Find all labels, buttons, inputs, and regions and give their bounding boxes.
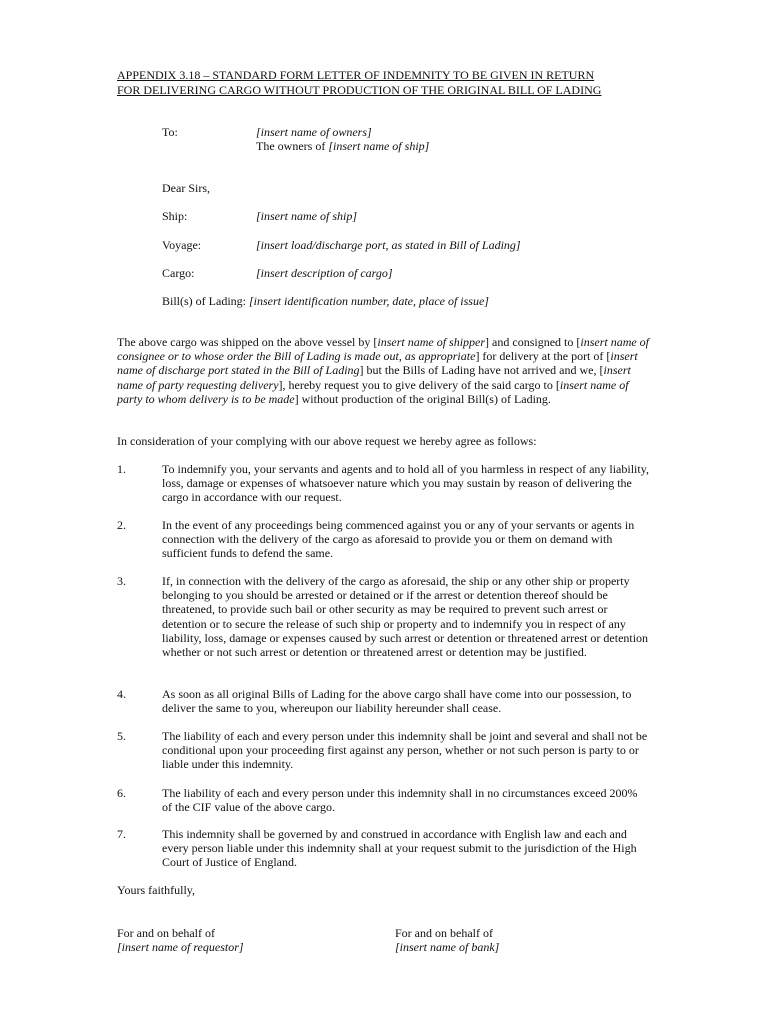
item-text: If, in connection with the delivery of the cargo as aforesaid, the ship or any other ship or property belonging to you should be arrested or detained or if the arrest or detention thereof should be threatened, to provide such bail or other security as may be required to prevent such arrest or detention or to secure the release of such ship or property and to indemnify you in respect of any liability, loss, damage or expenses caused by such arrest or detention or threatened arrest or detention whether or not such arrest or detention or threatened arrest or detention may be justified. <box>162 574 649 660</box>
to-value <box>256 125 429 153</box>
owners-of-prefix: The owners of <box>256 139 329 154</box>
bank-signature-block <box>395 926 499 954</box>
bills-label: Bill(s) of Lading: <box>162 294 249 308</box>
item-text: In the event of any proceedings being commenced against you or any of your servants or agents in connection with the delivery of the cargo as aforesaid to provide you or them on demand with sufficient funds to defend the same. <box>162 518 635 561</box>
item-number: 4. <box>117 687 126 701</box>
intro-text-2: ] and consigned to [ <box>485 335 581 349</box>
signature-line-1: For and on behalf of <box>117 926 215 940</box>
item-number: 7. <box>117 827 126 841</box>
item-number: 5. <box>117 729 126 743</box>
consideration-paragraph: In consideration of your complying with our above request we hereby agree as follows: <box>117 434 537 448</box>
intro-text-3: ] for delivery at the port of [ <box>475 349 611 364</box>
bills-row <box>162 294 489 308</box>
voyage-label: Voyage: <box>162 238 202 252</box>
item-text: The liability of each and every person under this indemnity shall in no circumstances exceed 200% of the CIF value of the above cargo. <box>162 786 638 815</box>
voyage-field: [insert load/discharge port, as stated in Bill of Lading] <box>256 238 521 252</box>
closing: Yours faithfully, <box>117 883 196 897</box>
requestor-field: [insert name of requestor] <box>117 940 244 955</box>
item-text: The liability of each and every person under this indemnity shall be joint and several and shall not be conditional upon your proceeding first against any person, whether or not such person is party to or liable under this indemnity. <box>162 729 648 772</box>
requesting-party-field: insert name of party requesting delivery <box>117 363 631 392</box>
ship-field: [insert name of ship] <box>256 209 358 223</box>
item-text: As soon as all original Bills of Lading for the above cargo shall have come into our possession, to deliver the same to you, whereupon our liability hereunder shall cease. <box>162 687 632 716</box>
intro-text-5: ], hereby request you to give delivery of the said cargo to [ <box>278 377 560 392</box>
shipper-field: insert name of shipper <box>377 335 486 349</box>
cargo-field: [insert description of cargo] <box>256 266 393 280</box>
item-text: This indemnity shall be governed by and construed in accordance with English law and each and every person liable under this indemnity shall at your request submit to the jurisdiction of the High Court of Justice of England. <box>162 827 637 870</box>
intro-text-6: ] without production of the original Bill(s) of Lading. <box>294 391 551 406</box>
owners-ship-field: [insert name of ship] <box>328 139 430 154</box>
item-text: To indemnify you, your servants and agents and to hold all of you harmless in respect of any liability, loss, damage or expenses of whatsoever nature which you may sustain by reason of delivering the cargo in accordance with our request. <box>162 462 649 505</box>
title-line-1: APPENDIX 3.18 – STANDARD FORM LETTER OF INDEMNITY TO BE GIVEN IN RETURN <box>117 68 595 82</box>
document-title <box>117 68 657 97</box>
consignee-field: insert name of consignee or to whose order the Bill of Lading is made out, as appropriate <box>117 335 650 364</box>
item-number: 2. <box>117 518 126 532</box>
cargo-label: Cargo: <box>162 266 195 280</box>
intro-paragraph <box>117 335 650 406</box>
bills-field: [insert identification number, date, place of issue] <box>249 294 489 308</box>
ship-label: Ship: <box>162 209 188 223</box>
discharge-port-field: insert name of discharge port stated in the Bill of Lading <box>117 349 638 378</box>
signature-line-1: For and on behalf of <box>395 926 493 940</box>
item-number: 6. <box>117 786 126 800</box>
owners-field: [insert name of owners] <box>256 125 372 139</box>
item-number: 1. <box>117 462 126 476</box>
intro-text-1: The above cargo was shipped on the above vessel by [ <box>117 335 378 349</box>
salutation: Dear Sirs, <box>162 181 210 195</box>
bank-field: [insert name of bank] <box>395 940 500 955</box>
requestor-signature-block <box>117 926 244 954</box>
delivery-party-field: insert name of party to whom delivery is to be made <box>117 377 629 406</box>
title-line-2: FOR DELIVERING CARGO WITHOUT PRODUCTION OF THE ORIGINAL BILL OF LADING <box>117 82 602 97</box>
intro-text-4: ] but the Bills of Lading have not arrived and we, [ <box>359 363 604 378</box>
item-number: 3. <box>117 574 126 588</box>
to-label: To: <box>162 125 178 139</box>
